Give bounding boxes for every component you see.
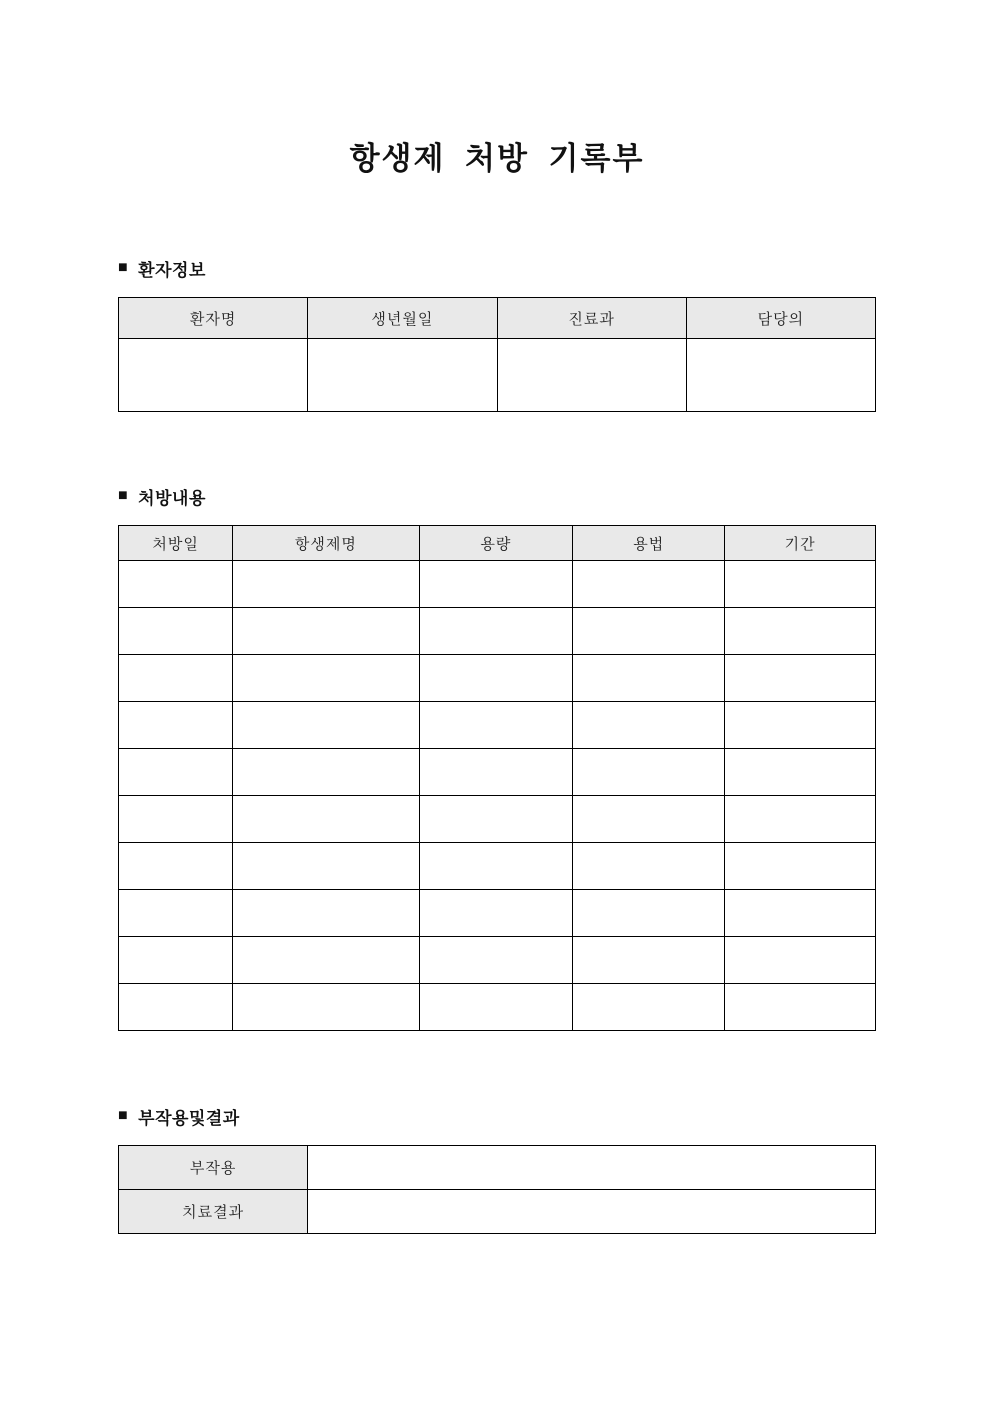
dose-cell[interactable] (419, 702, 573, 749)
antibiotic-name-cell[interactable] (233, 937, 419, 984)
prescription-empty-row (119, 749, 876, 796)
column-header-department: 진료과 (497, 298, 686, 339)
dose-cell[interactable] (419, 937, 573, 984)
side-effect-value-cell[interactable] (308, 1146, 876, 1190)
usage-cell[interactable] (573, 608, 725, 655)
column-header-duration: 기간 (725, 526, 876, 561)
antibiotic-name-cell[interactable] (233, 890, 419, 937)
prescription-empty-row (119, 796, 876, 843)
usage-cell[interactable] (573, 984, 725, 1031)
outcome-table (118, 1145, 876, 1234)
antibiotic-name-cell[interactable] (233, 561, 419, 608)
rx-date-cell[interactable] (119, 796, 233, 843)
doctor-cell[interactable] (686, 339, 875, 412)
usage-cell[interactable] (573, 890, 725, 937)
rx-date-cell[interactable] (119, 749, 233, 796)
prescription-empty-row (119, 843, 876, 890)
rx-date-cell[interactable] (119, 843, 233, 890)
section-patient-info (118, 256, 876, 412)
duration-cell[interactable] (725, 843, 876, 890)
duration-cell[interactable] (725, 702, 876, 749)
section-heading-outcome (118, 1104, 876, 1129)
usage-cell[interactable] (573, 655, 725, 702)
dose-cell[interactable] (419, 561, 573, 608)
section-heading-patient (118, 256, 876, 281)
patient-info-table (118, 297, 876, 412)
prescription-table (118, 525, 876, 1031)
patient-data-row (119, 339, 876, 412)
antibiotic-name-cell[interactable] (233, 843, 419, 890)
duration-cell[interactable] (725, 937, 876, 984)
rx-date-cell[interactable] (119, 608, 233, 655)
usage-cell[interactable] (573, 796, 725, 843)
dose-cell[interactable] (419, 890, 573, 937)
square-bullet-icon: ■ (118, 258, 129, 276)
antibiotic-name-cell[interactable] (233, 984, 419, 1031)
section-heading-outcome-label: 부작용및결과 (138, 1109, 240, 1128)
prescription-empty-row (119, 937, 876, 984)
duration-cell[interactable] (725, 890, 876, 937)
column-header-usage: 용법 (573, 526, 725, 561)
antibiotic-name-cell[interactable] (233, 749, 419, 796)
prescription-empty-row (119, 655, 876, 702)
column-header-antibiotic-name: 항생제명 (233, 526, 419, 561)
usage-cell[interactable] (573, 749, 725, 796)
rx-date-cell[interactable] (119, 702, 233, 749)
column-header-dose: 용량 (419, 526, 573, 561)
antibiotic-name-cell[interactable] (233, 655, 419, 702)
department-cell[interactable] (497, 339, 686, 412)
rx-date-cell[interactable] (119, 890, 233, 937)
duration-cell[interactable] (725, 655, 876, 702)
dose-cell[interactable] (419, 843, 573, 890)
prescription-empty-row (119, 608, 876, 655)
duration-cell[interactable] (725, 561, 876, 608)
treatment-result-label: 치료결과 (119, 1190, 308, 1234)
dose-cell[interactable] (419, 655, 573, 702)
treatment-result-value-cell[interactable] (308, 1190, 876, 1234)
duration-cell[interactable] (725, 608, 876, 655)
rx-date-cell[interactable] (119, 937, 233, 984)
section-prescription (118, 484, 876, 1031)
patient-name-cell[interactable] (119, 339, 308, 412)
dose-cell[interactable] (419, 796, 573, 843)
page-title: 항생제 처방 기록부 (349, 141, 645, 176)
duration-cell[interactable] (725, 796, 876, 843)
antibiotic-name-cell[interactable] (233, 796, 419, 843)
column-header-birthdate: 생년월일 (308, 298, 497, 339)
dose-cell[interactable] (419, 608, 573, 655)
side-effect-label: 부작용 (119, 1146, 308, 1190)
prescription-empty-row (119, 890, 876, 937)
section-outcome (118, 1104, 876, 1234)
column-header-patient-name: 환자명 (119, 298, 308, 339)
section-heading-patient-label: 환자정보 (138, 261, 206, 280)
antibiotic-name-cell[interactable] (233, 702, 419, 749)
usage-cell[interactable] (573, 561, 725, 608)
usage-cell[interactable] (573, 843, 725, 890)
column-header-doctor: 담당의 (686, 298, 875, 339)
prescription-empty-row (119, 984, 876, 1031)
prescription-empty-row (119, 702, 876, 749)
treatment-result-row (119, 1190, 876, 1234)
section-heading-prescription (118, 484, 876, 509)
prescription-empty-row (119, 561, 876, 608)
rx-date-cell[interactable] (119, 984, 233, 1031)
patient-header-row (119, 298, 876, 339)
rx-date-cell[interactable] (119, 655, 233, 702)
rx-date-cell[interactable] (119, 561, 233, 608)
birthdate-cell[interactable] (308, 339, 497, 412)
square-bullet-icon: ■ (118, 1106, 129, 1124)
duration-cell[interactable] (725, 984, 876, 1031)
usage-cell[interactable] (573, 937, 725, 984)
dose-cell[interactable] (419, 984, 573, 1031)
side-effect-row (119, 1146, 876, 1190)
square-bullet-icon: ■ (118, 486, 129, 504)
section-heading-prescription-label: 처방내용 (138, 489, 206, 508)
usage-cell[interactable] (573, 702, 725, 749)
antibiotic-name-cell[interactable] (233, 608, 419, 655)
prescription-header-row (119, 526, 876, 561)
dose-cell[interactable] (419, 749, 573, 796)
duration-cell[interactable] (725, 749, 876, 796)
column-header-rx-date: 처방일 (119, 526, 233, 561)
